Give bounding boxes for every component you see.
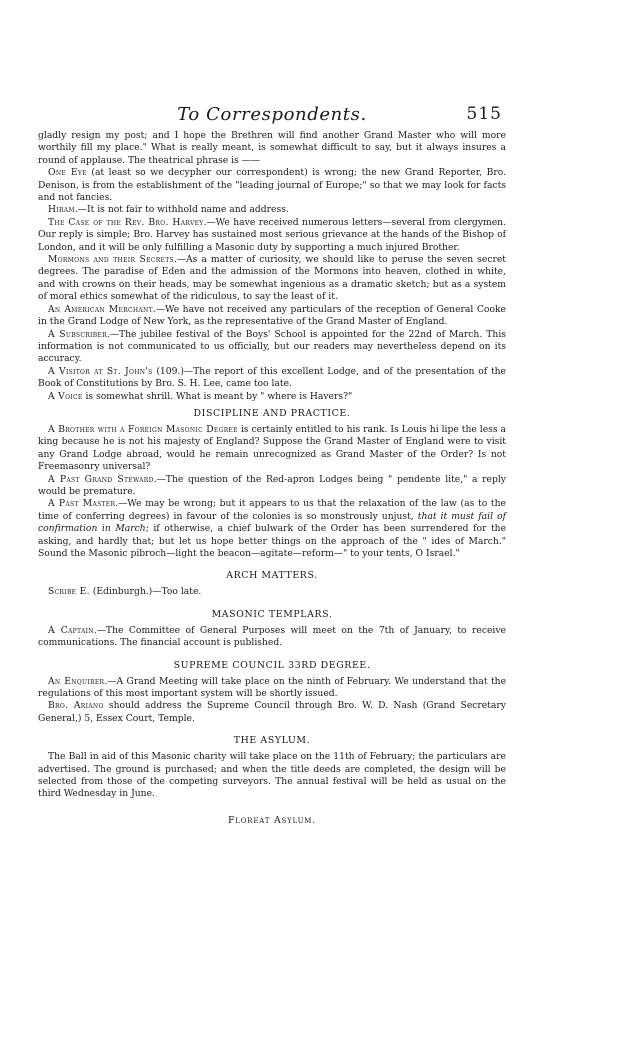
- paragraph: The Case of the Rev. Bro. Harvey.—We have received numerous letters—several from clergymen. Our reply is simple; Bro. Harvey has sustained most serious grievance at the hands of the Bishop of London, and it will be only fulfilling a Masonic duty by supporting a much injured Brother.: [38, 216, 506, 253]
- section-heading: MASONIC TEMPLARS.: [211, 608, 333, 620]
- paragraph: A Visitor at St. John's (109.)—The report of this excellent Lodge, and of the presentation of the Book of Constitutions by Bro. S. H. Lee, came too late.: [38, 365, 506, 390]
- page-number: 515: [466, 104, 502, 124]
- section-heading: DISCIPLINE AND PRACTICE.: [193, 407, 351, 419]
- page-body: [38, 130, 506, 826]
- paragraph: Scribe E. (Edinburgh.)—Too late.: [48, 586, 202, 598]
- paragraph: A Voice is somewhat shrill. What is meant by " where is Havers?": [48, 390, 353, 402]
- section-heading: ARCH MATTERS.: [226, 570, 318, 582]
- paragraph: Bro. Ariano should address the Supreme Council through Bro. W. D. Nash (Grand Secretary General,) 5, Essex Court, Temple.: [38, 700, 506, 724]
- paragraph: A Past Master.—We may be wrong; but it appears to us that the relaxation of the law (as to the time of conferring degrees) in favour of the colonies is so monstrously unjust, that it must fail of confirmation in March; if otherwise, a chief bulwark of the Order has been surrendered for the asking, and hardly that; but let us hope better things on the approach of the " ides of March." Sound the Masonic pibroch—light the beacon—agitate—reform—" to your tents, O Israel.": [38, 498, 507, 559]
- paragraph: A Past Grand Steward.—The question of the Red-apron Lodges being " pendente lite," a reply would be premature.: [38, 473, 506, 497]
- closing-line: Floreat Asylum.: [227, 814, 317, 826]
- paragraph: One Eye (at least so we decypher our correspondent) is wrong; the new Grand Reporter, Bro. Denison, is from the establishment of the "leading journal of Europe;" so that we may look for facts and not fancies.: [38, 167, 506, 204]
- page-title: To Correspondents.: [177, 104, 367, 125]
- document-page: [38, 96, 506, 826]
- paragraph: A Subscriber.—The jubilee festival of the Boys' School is appointed for the 22nd of March. This information is not communicated to us officially, but our readers may nevertheless depend on its accuracy.: [38, 328, 506, 365]
- paragraph: An American Merchant.—We have not received any particulars of the reception of General Cooke in the Grand Lodge of New York, as the representative of the Grand Master of England.: [38, 303, 506, 328]
- page-header: [38, 96, 506, 130]
- paragraph: A Captain.—The Committee of General Purposes will meet on the 7th of January, to receive communications. The financial account is published.: [38, 624, 506, 649]
- section-heading: THE ASYLUM.: [233, 735, 311, 747]
- paragraph: A Brother with a Foreign Masonic Degree is certainly entitled to his rank. Is Louis hi lipe the less a king because he is not his majesty of England? Suppose the Grand Master of England were to visit any Grand Lodge abroad, would he remain unrecognized as Grand Master of the Order? Is not Freemasonry universal?: [38, 423, 506, 473]
- paragraph: gladly resign my post; and I hope the Brethren will find another Grand Master who will more worthily fill my place." What is really meant, is somewhat difficult to say, but it always insures a round of applause. The theatrical phrase is ——: [38, 130, 506, 166]
- paragraph: Hiram.—It is not fair to withhold name and address.: [48, 204, 289, 216]
- paragraph: An Enquirer.—A Grand Meeting will take place on the ninth of February. We understand that the regulations of this most important system will be shortly issued.: [38, 675, 507, 700]
- paragraph: The Ball in aid of this Masonic charity will take place on the 11th of February; the particulars are advertised. The ground is purchased; and when the title deeds are completed, the design will be selected from those of the competing surveyors. The annual festival will be held as usual on the third Wednesday in June.: [38, 751, 506, 800]
- section-heading: SUPREME COUNCIL 33RD DEGREE.: [173, 659, 371, 671]
- paragraph: Mormons and their Secrets.—As a matter of curiosity, we should like to peruse the seven secret degrees. The paradise of Eden and the admission of the Mormons into heaven, clothed in white, and with crowns on their heads, may be somewhat ingenious as a dramatic sketch; but as a system of moral ethics somewhat of the ridiculous, to say the least of it.: [38, 254, 506, 303]
